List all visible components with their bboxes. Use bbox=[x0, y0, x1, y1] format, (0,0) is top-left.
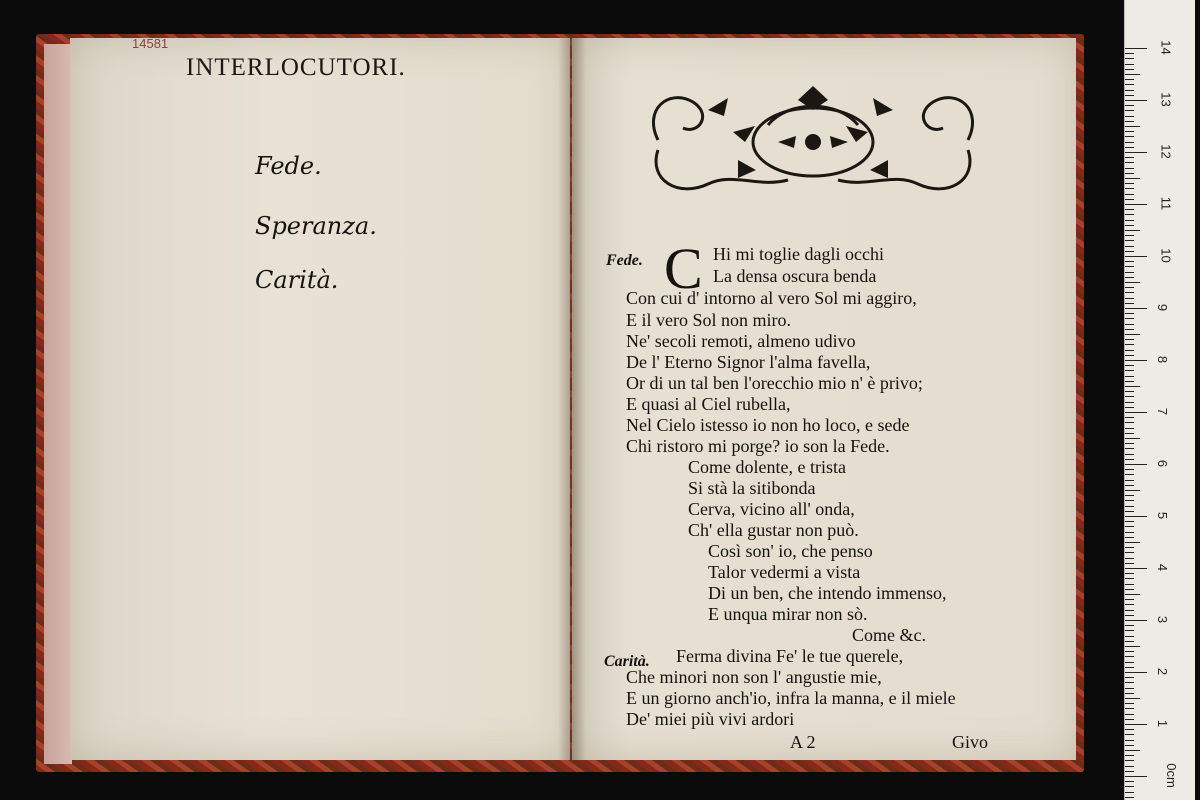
floral-ornament bbox=[638, 80, 988, 208]
ruler-tick bbox=[1125, 324, 1134, 325]
ruler-tick bbox=[1125, 126, 1140, 127]
ruler-tick bbox=[1125, 365, 1134, 366]
ruler-tick bbox=[1125, 776, 1147, 777]
ruler-tick bbox=[1125, 537, 1134, 538]
ruler-tick bbox=[1125, 656, 1134, 657]
ruler-tick bbox=[1125, 703, 1134, 704]
ruler-tick bbox=[1125, 464, 1147, 465]
ruler-tick bbox=[1125, 230, 1140, 231]
measuring-ruler bbox=[1124, 0, 1195, 800]
ruler-tick bbox=[1125, 760, 1134, 761]
ruler-tick bbox=[1125, 781, 1134, 782]
verse-line: De l' Eterno Signor l'alma favella, bbox=[626, 352, 871, 372]
ruler-tick bbox=[1125, 578, 1134, 579]
ruler-tick bbox=[1125, 563, 1134, 564]
ruler-tick bbox=[1125, 391, 1134, 392]
ruler-number: 1 bbox=[1155, 719, 1171, 728]
ruler-tick bbox=[1125, 459, 1134, 460]
catchword: Givo bbox=[952, 732, 988, 752]
ruler-tick bbox=[1125, 235, 1134, 236]
page-heading: INTERLOCUTORI. bbox=[186, 54, 406, 81]
ruler-tick bbox=[1125, 100, 1147, 101]
ruler-tick bbox=[1125, 604, 1134, 605]
pen-mark: 14581 bbox=[132, 36, 169, 51]
ruler-tick bbox=[1125, 84, 1134, 85]
ruler-tick bbox=[1125, 194, 1134, 195]
book-gutter bbox=[558, 38, 586, 760]
ruler-tick bbox=[1125, 53, 1134, 54]
ruler-tick bbox=[1125, 672, 1147, 673]
ruler-tick bbox=[1125, 386, 1140, 387]
ruler-tick bbox=[1125, 90, 1134, 91]
ruler-tick bbox=[1125, 708, 1134, 709]
left-page bbox=[70, 38, 570, 760]
ruler-tick bbox=[1125, 261, 1134, 262]
ruler-tick bbox=[1125, 469, 1134, 470]
ruler-tick bbox=[1125, 188, 1134, 189]
verse-line: Come &c. bbox=[852, 625, 926, 645]
verse-line: E un giorno anch'io, infra la manna, e il miele bbox=[626, 688, 956, 708]
ruler-tick bbox=[1125, 750, 1140, 751]
ruler-tick bbox=[1125, 636, 1134, 637]
verse-line: Così son' io, che penso bbox=[708, 541, 873, 561]
ruler-tick bbox=[1125, 506, 1134, 507]
ruler-tick bbox=[1125, 173, 1134, 174]
ruler-tick bbox=[1125, 542, 1140, 543]
verse-line: Ch' ella gustar non può. bbox=[688, 520, 859, 540]
ruler-tick bbox=[1125, 682, 1134, 683]
ruler-tick bbox=[1125, 641, 1134, 642]
ruler-number: 3 bbox=[1155, 615, 1171, 624]
ruler-tick bbox=[1125, 594, 1140, 595]
verse-line: Nel Cielo istesso io non ho loco, e sede bbox=[626, 415, 910, 435]
ruler-tick bbox=[1125, 74, 1140, 75]
ruler-tick bbox=[1125, 771, 1134, 772]
verse-line: Hi mi toglie dagli occhi bbox=[713, 244, 884, 264]
ruler-tick bbox=[1125, 256, 1147, 257]
ruler-tick bbox=[1125, 422, 1134, 423]
ruler-tick bbox=[1125, 698, 1140, 699]
ruler-tick bbox=[1125, 755, 1134, 756]
ruler-tick bbox=[1125, 417, 1134, 418]
verse-line bbox=[606, 249, 643, 270]
ruler-tick bbox=[1125, 136, 1134, 137]
ruler-tick bbox=[1125, 168, 1134, 169]
ruler-tick bbox=[1125, 407, 1134, 408]
verse-line: Come dolente, e trista bbox=[688, 457, 846, 477]
ruler-tick bbox=[1125, 69, 1134, 70]
ruler-tick bbox=[1125, 282, 1140, 283]
verse-line: Si stà la sitibonda bbox=[688, 478, 816, 498]
character-carita: Carità. bbox=[255, 266, 339, 294]
verse-line: La densa oscura benda bbox=[713, 266, 877, 286]
ruler-tick bbox=[1125, 532, 1134, 533]
ruler-tick bbox=[1125, 448, 1134, 449]
ruler-number: 5 bbox=[1155, 511, 1171, 520]
ruler-tick bbox=[1125, 511, 1134, 512]
ruler-number: 12 bbox=[1158, 144, 1174, 159]
ruler-tick bbox=[1125, 490, 1140, 491]
ruler-tick bbox=[1125, 329, 1134, 330]
ruler-tick bbox=[1125, 677, 1134, 678]
ruler-tick bbox=[1125, 620, 1147, 621]
ruler-tick bbox=[1125, 376, 1134, 377]
ruler-tick bbox=[1125, 251, 1134, 252]
ruler-number: 4 bbox=[1155, 563, 1171, 572]
ruler-tick bbox=[1125, 204, 1147, 205]
ruler-number: 7 bbox=[1155, 407, 1171, 416]
ruler-tick bbox=[1125, 516, 1147, 517]
ruler-tick bbox=[1125, 662, 1134, 663]
ruler-tick bbox=[1125, 396, 1134, 397]
ruler-tick bbox=[1125, 615, 1134, 616]
ruler-number: 0cm bbox=[1163, 763, 1179, 788]
endpaper-strip bbox=[44, 44, 72, 764]
ruler-number: 11 bbox=[1158, 196, 1174, 211]
ruler-tick bbox=[1125, 454, 1134, 455]
ruler-tick bbox=[1125, 58, 1134, 59]
ruler-tick bbox=[1125, 142, 1134, 143]
ruler-tick bbox=[1125, 308, 1147, 309]
ruler-tick bbox=[1125, 433, 1134, 434]
ruler-tick bbox=[1125, 79, 1134, 80]
ruler-tick bbox=[1125, 740, 1134, 741]
ruler-tick bbox=[1125, 298, 1134, 299]
ruler-tick bbox=[1125, 157, 1134, 158]
verse-line: Ferma divina Fe' le tue querele, bbox=[676, 646, 904, 666]
ruler-tick bbox=[1125, 651, 1134, 652]
signature-mark: A 2 bbox=[790, 732, 816, 752]
ruler-tick bbox=[1125, 786, 1134, 787]
ruler-tick bbox=[1125, 610, 1134, 611]
ruler-tick bbox=[1125, 734, 1134, 735]
ruler-tick bbox=[1125, 745, 1134, 746]
ruler-tick bbox=[1125, 428, 1134, 429]
verse-line: Che minori non son l' angustie mie, bbox=[626, 667, 882, 687]
ruler-tick bbox=[1125, 214, 1134, 215]
ruler-tick bbox=[1125, 225, 1134, 226]
speaker-label: Fede. bbox=[606, 252, 643, 269]
ruler-tick bbox=[1125, 589, 1134, 590]
ruler-tick bbox=[1125, 584, 1134, 585]
ruler-tick bbox=[1125, 552, 1134, 553]
ruler-tick bbox=[1125, 64, 1134, 65]
verse-line: Talor vedermi a vista bbox=[708, 562, 861, 582]
ruler-tick bbox=[1125, 360, 1147, 361]
ruler-tick bbox=[1125, 105, 1134, 106]
ruler-tick bbox=[1125, 266, 1134, 267]
ruler-tick bbox=[1125, 625, 1134, 626]
ruler-tick bbox=[1125, 121, 1134, 122]
ruler-tick bbox=[1125, 199, 1134, 200]
ruler-tick bbox=[1125, 485, 1134, 486]
verse-line: Di un ben, che intendo immenso, bbox=[708, 583, 947, 603]
ruler-tick bbox=[1125, 521, 1134, 522]
ruler-tick bbox=[1125, 370, 1134, 371]
ruler-tick bbox=[1125, 152, 1147, 153]
ruler-tick bbox=[1125, 693, 1134, 694]
ruler-tick bbox=[1125, 558, 1134, 559]
ruler-tick bbox=[1125, 147, 1134, 148]
verse-line: E quasi al Ciel rubella, bbox=[626, 394, 791, 414]
ruler-number: 14 bbox=[1158, 40, 1174, 55]
ruler-tick bbox=[1125, 350, 1134, 351]
speaker-label: Carità. bbox=[604, 653, 650, 670]
verse-line: Or di un tal ben l'orecchio mio n' è privo; bbox=[626, 373, 923, 393]
ruler-tick bbox=[1125, 355, 1134, 356]
ruler-tick bbox=[1125, 292, 1134, 293]
ruler-tick bbox=[1125, 277, 1134, 278]
ruler-number: 6 bbox=[1155, 459, 1171, 468]
ruler-tick bbox=[1125, 630, 1134, 631]
ruler-tick bbox=[1125, 209, 1134, 210]
drop-cap: C bbox=[664, 236, 703, 301]
ruler-tick bbox=[1125, 412, 1147, 413]
ruler-tick bbox=[1125, 220, 1134, 221]
ruler-tick bbox=[1125, 766, 1134, 767]
ruler-tick bbox=[1125, 116, 1134, 117]
verse-line: Chi ristoro mi porge? io son la Fede. bbox=[626, 436, 890, 456]
ruler-tick bbox=[1125, 573, 1134, 574]
ruler-tick bbox=[1125, 719, 1134, 720]
ruler-tick bbox=[1125, 797, 1134, 798]
ruler-tick bbox=[1125, 547, 1134, 548]
verse-line: Con cui d' intorno al vero Sol mi aggiro, bbox=[626, 288, 917, 308]
character-fede: Fede. bbox=[255, 152, 322, 180]
ruler-tick bbox=[1125, 95, 1134, 96]
ruler-tick bbox=[1125, 318, 1134, 319]
ruler-tick bbox=[1125, 48, 1147, 49]
ruler-tick bbox=[1125, 313, 1134, 314]
ruler-number: 10 bbox=[1158, 248, 1174, 263]
ruler-tick bbox=[1125, 183, 1134, 184]
ruler-tick bbox=[1125, 438, 1140, 439]
ruler-tick bbox=[1125, 792, 1134, 793]
ruler-tick bbox=[1125, 495, 1134, 496]
verse-line: E il vero Sol non miro. bbox=[626, 310, 791, 330]
character-speranza: Speranza. bbox=[255, 212, 377, 240]
ruler-tick bbox=[1125, 162, 1134, 163]
ruler-tick bbox=[1125, 599, 1134, 600]
ruler-tick bbox=[1125, 240, 1134, 241]
ruler-tick bbox=[1125, 303, 1134, 304]
ruler-tick bbox=[1125, 131, 1134, 132]
verse-line: Cerva, vicino all' onda, bbox=[688, 499, 855, 519]
verse-line: De' miei più vivi ardori bbox=[626, 709, 795, 729]
ruler-tick bbox=[1125, 178, 1140, 179]
ruler-tick bbox=[1125, 334, 1140, 335]
ruler-tick bbox=[1125, 724, 1147, 725]
ruler-tick bbox=[1125, 526, 1134, 527]
ruler-tick bbox=[1125, 568, 1147, 569]
verse-line: E unqua mirar non sò. bbox=[708, 604, 868, 624]
verse-line: Ne' secoli remoti, almeno udivo bbox=[626, 331, 856, 351]
ruler-tick bbox=[1125, 272, 1134, 273]
ruler-tick bbox=[1125, 500, 1134, 501]
ruler-tick bbox=[1125, 246, 1134, 247]
ruler-tick bbox=[1125, 287, 1134, 288]
ruler-tick bbox=[1125, 474, 1134, 475]
ruler-tick bbox=[1125, 480, 1134, 481]
ruler-tick bbox=[1125, 381, 1134, 382]
ruler-tick bbox=[1125, 688, 1134, 689]
ruler-number: 13 bbox=[1158, 92, 1174, 107]
ruler-tick bbox=[1125, 344, 1134, 345]
ruler-tick bbox=[1125, 646, 1140, 647]
ruler-number: 9 bbox=[1155, 303, 1171, 312]
ruler-tick bbox=[1125, 729, 1134, 730]
ruler-tick bbox=[1125, 714, 1134, 715]
ruler-number: 2 bbox=[1155, 667, 1171, 676]
ruler-tick bbox=[1125, 667, 1134, 668]
ruler-tick bbox=[1125, 443, 1134, 444]
ruler-tick bbox=[1125, 402, 1134, 403]
ruler-number: 8 bbox=[1155, 355, 1171, 364]
ruler-tick bbox=[1125, 339, 1134, 340]
ruler-tick bbox=[1125, 110, 1134, 111]
